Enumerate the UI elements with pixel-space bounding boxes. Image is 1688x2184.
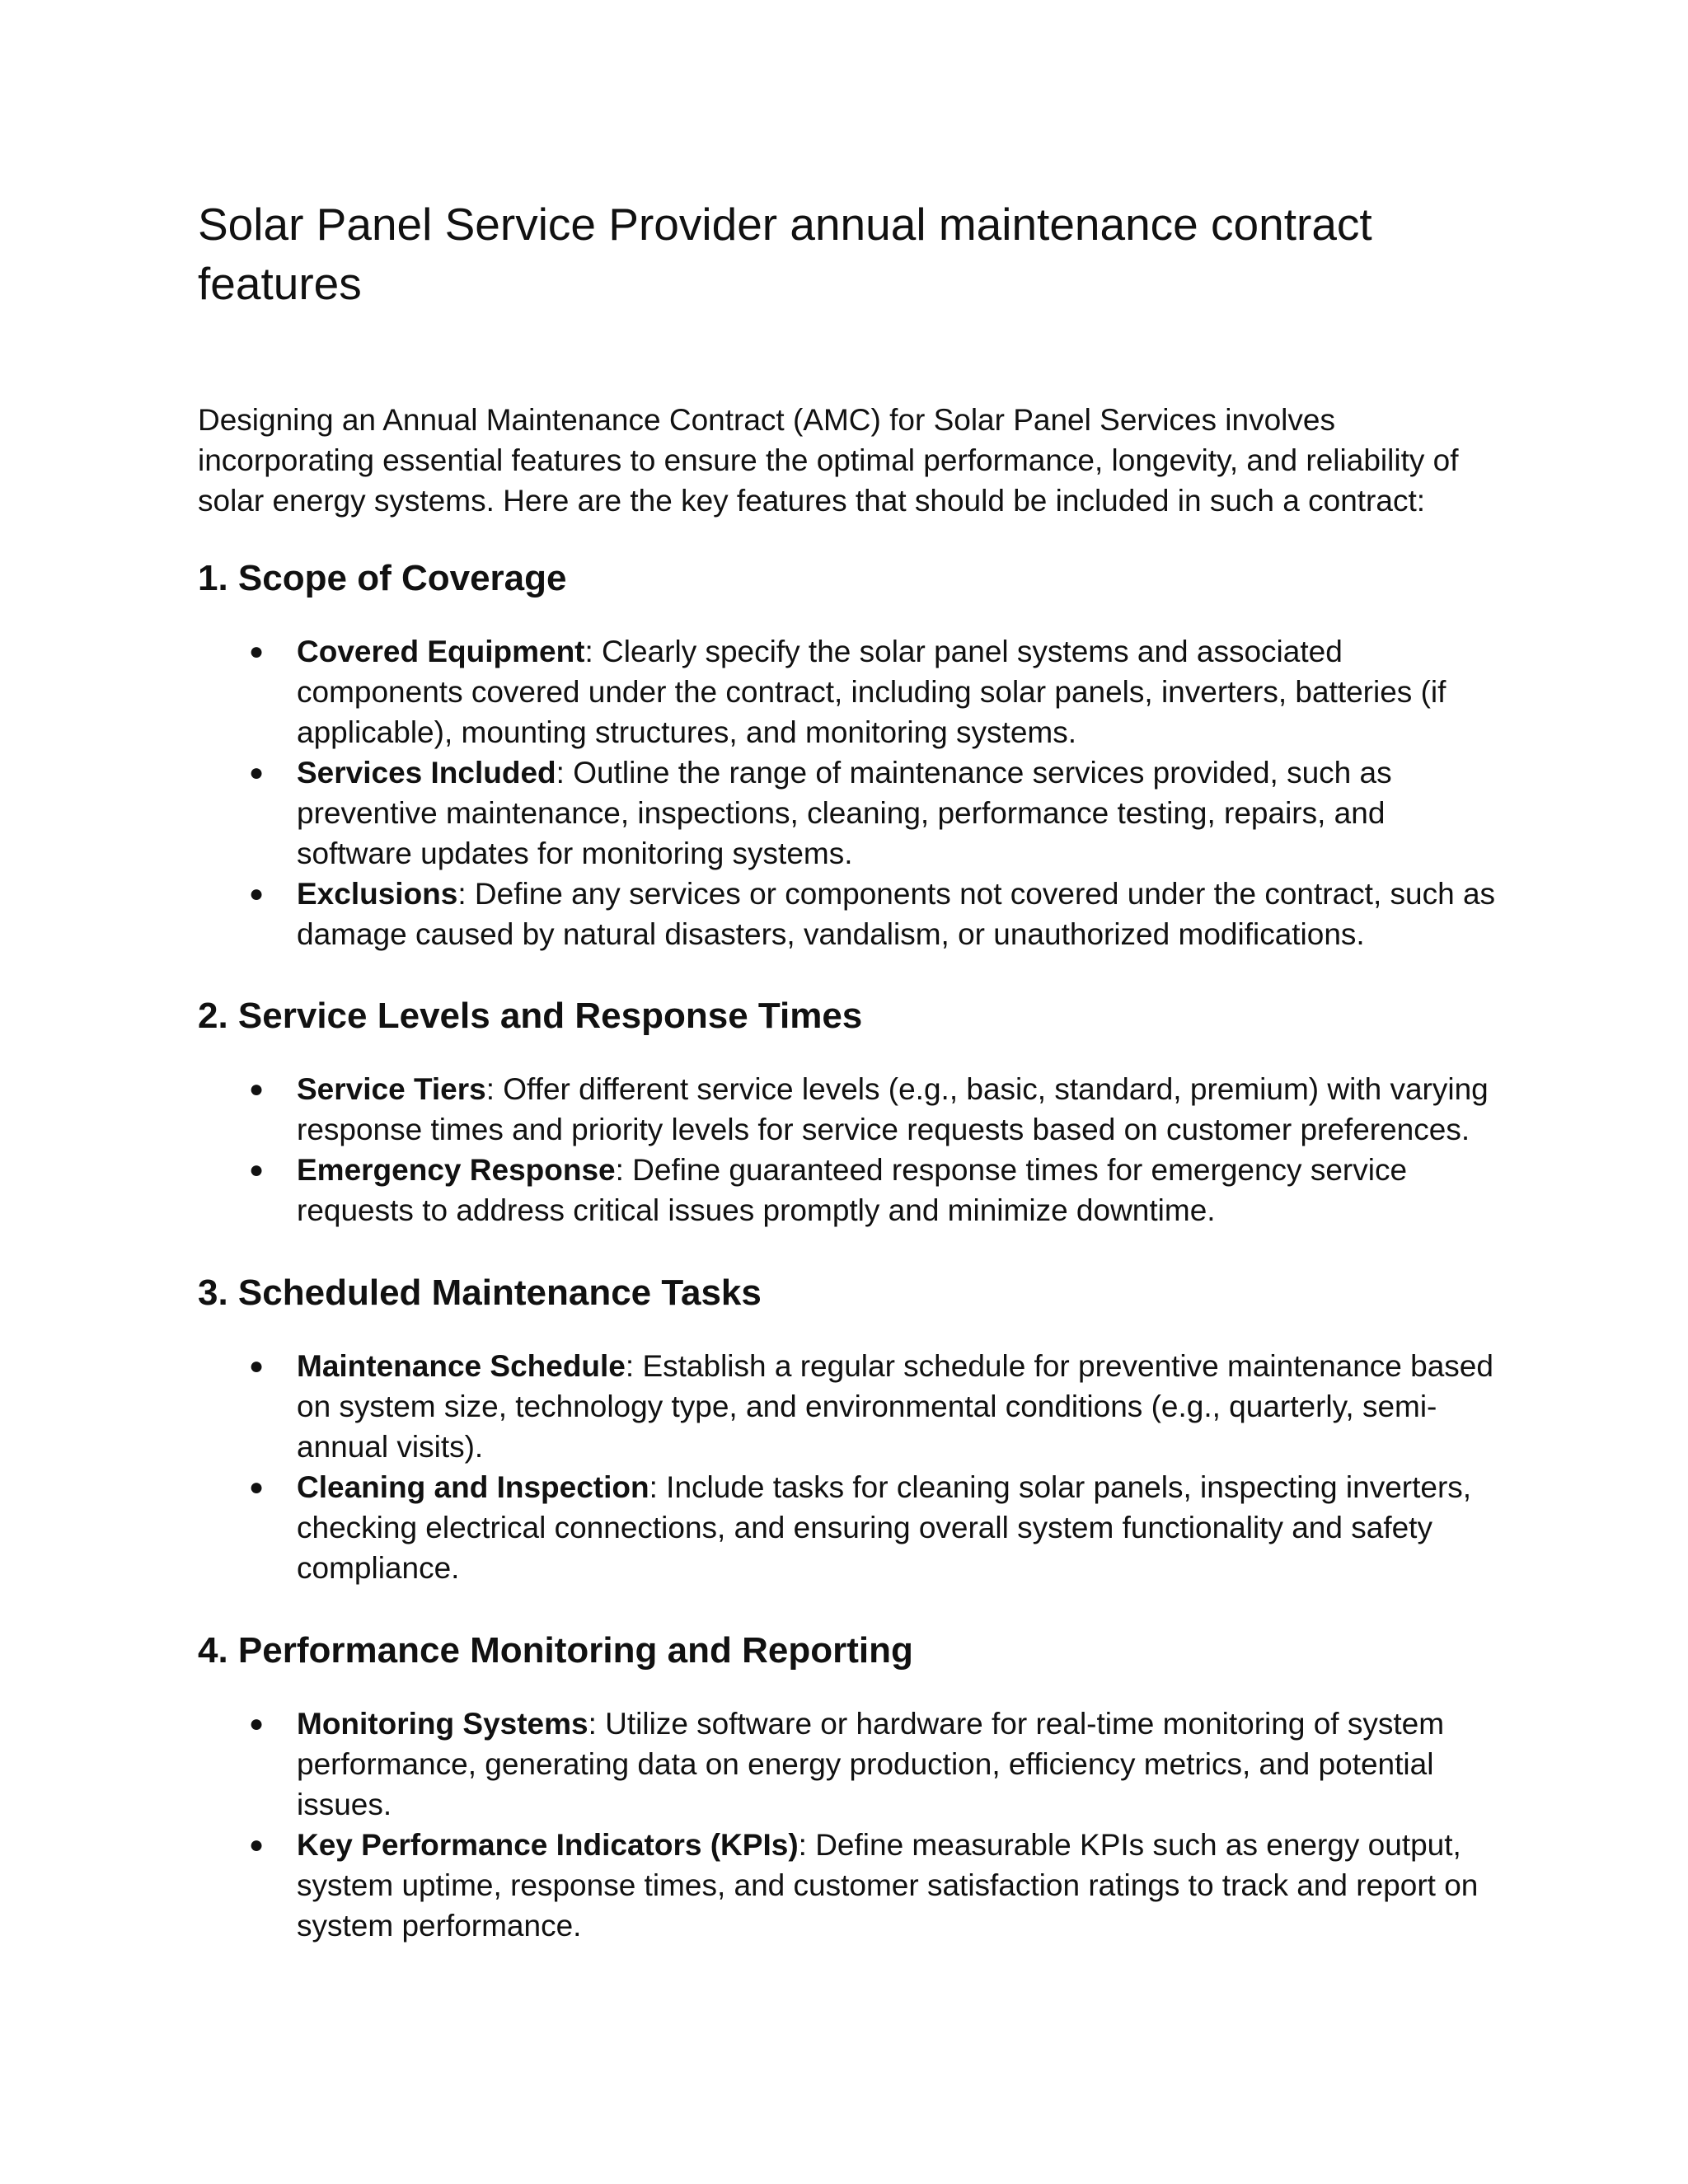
item-title: Maintenance Schedule <box>297 1349 626 1383</box>
item-title: Covered Equipment <box>297 635 585 668</box>
section-service-levels <box>198 993 1500 1230</box>
item-text: : Define guaranteed response times for emergency service requests to address critical issues promptly and minimize downtime. <box>297 1153 1408 1227</box>
section-heading: 2. Service Levels and Response Times <box>198 996 863 1036</box>
list-item <box>198 1150 1500 1230</box>
item-title: Services Included <box>297 756 556 790</box>
section-performance-monitoring <box>198 1628 1500 1946</box>
list-item <box>198 874 1500 954</box>
bullet-icon: ● <box>249 1076 265 1103</box>
item-title: Exclusions <box>297 877 458 911</box>
item-title: Cleaning and Inspection <box>297 1470 649 1504</box>
intro-paragraph: Designing an Annual Maintenance Contract (AMC) for Solar Panel Services involves incorporating essential features to ensure the optimal performance, longevity, and reliability of solar energy systems. Here are the key features that should be included in such a contract: <box>198 403 1459 518</box>
list-item <box>198 1825 1500 1946</box>
item-title: Key Performance Indicators (KPIs) <box>297 1828 799 1862</box>
document-title: Solar Panel Service Provider annual maintenance contract features <box>198 199 1372 309</box>
bullet-list <box>198 631 1500 954</box>
item-text: : Define measurable KPIs such as energy output, system uptime, response times, and customer satisfaction ratings to track and report on system performance. <box>297 1828 1479 1943</box>
list-item <box>198 1346 1500 1467</box>
bullet-list <box>198 1704 1500 1946</box>
section-scheduled-maintenance <box>198 1270 1500 1588</box>
item-title: Emergency Response <box>297 1153 616 1187</box>
item-title: Monitoring Systems <box>297 1707 588 1741</box>
list-item <box>198 631 1500 752</box>
bullet-icon: ● <box>249 880 265 907</box>
item-text: : Outline the range of maintenance services provided, such as preventive maintenance, inspections, cleaning, performance testing, repairs, and software updates for monitoring systems. <box>297 756 1392 870</box>
bullet-icon: ● <box>249 1352 265 1380</box>
item-text: : Clearly specify the solar panel systems and associated components covered under the contract, including solar panels, inverters, batteries (if applicable), mounting structures, and monitoring systems. <box>297 635 1447 749</box>
list-item <box>198 752 1500 874</box>
bullet-icon: ● <box>249 759 265 786</box>
bullet-list <box>198 1069 1500 1230</box>
section-heading: 3. Scheduled Maintenance Tasks <box>198 1272 762 1313</box>
item-text: : Offer different service levels (e.g., basic, standard, premium) with varying response times and priority levels for service requests based on customer preferences. <box>297 1072 1489 1146</box>
bullet-list <box>198 1346 1500 1588</box>
section-heading: 1. Scope of Coverage <box>198 558 567 598</box>
bullet-icon: ● <box>249 1156 265 1183</box>
item-title: Service Tiers <box>297 1072 486 1106</box>
bullet-icon: ● <box>249 1474 265 1501</box>
list-item <box>198 1704 1500 1825</box>
bullet-icon: ● <box>249 638 265 665</box>
bullet-icon: ● <box>249 1710 265 1737</box>
section-heading: 4. Performance Monitoring and Reporting <box>198 1630 913 1671</box>
bullet-icon: ● <box>249 1831 265 1858</box>
item-text: : Utilize software or hardware for real-time monitoring of system performance, generating data on energy production, efficiency metrics, and potential issues. <box>297 1707 1445 1821</box>
item-text: : Include tasks for cleaning solar panels, inspecting inverters, checking electrical connections, and ensuring overall system functionality and safety compliance. <box>297 1470 1472 1585</box>
list-item <box>198 1069 1500 1150</box>
list-item <box>198 1467 1500 1588</box>
item-text: : Define any services or components not covered under the contract, such as damage caused by natural disasters, vandalism, or unauthorized modifications. <box>297 877 1496 951</box>
item-text: : Establish a regular schedule for preventive maintenance based on system size, technology type, and environmental conditions (e.g., quarterly, semi-annual visits). <box>297 1349 1493 1464</box>
section-scope-of-coverage <box>198 555 1500 954</box>
